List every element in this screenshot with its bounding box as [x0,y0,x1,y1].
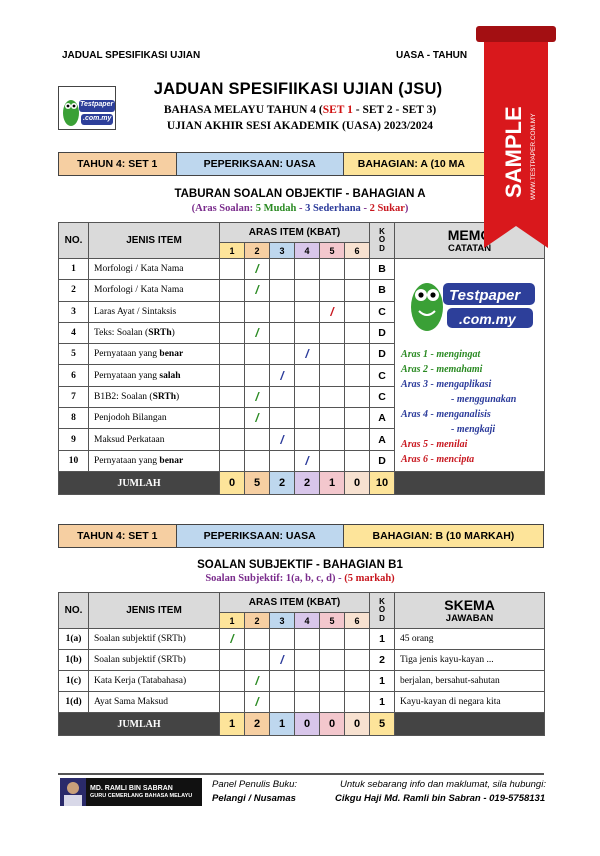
level-cell [320,408,345,429]
total-level: 0 [320,713,345,736]
level-cell [345,259,370,280]
level-cell [320,280,345,301]
row-no: 1 [59,259,89,280]
level-cell [270,344,295,365]
level-cell [270,408,295,429]
table-row [59,629,545,650]
level-cell [270,629,295,650]
ribbon-url-text: WWW.TESTPAPER.COM.MY [530,113,537,200]
info-bar-b [58,524,544,548]
level-cell [295,386,320,407]
row-jenis: Soalan subjektif (SRTh) [89,629,220,650]
memo-line: - mengkaji [451,424,496,435]
footer-divider [58,773,544,775]
level-header: 1 [220,243,245,259]
level-cell [295,692,320,713]
level-cell [320,301,345,322]
memo-line: - menggunakan [451,394,517,405]
section-b-subtitle: Soalan Subjektif: 1(a, b, c, d) - (5 markah) [205,573,395,584]
row-no: 1(c) [59,671,89,692]
memo-logo [401,263,538,343]
level-cell [220,322,245,343]
total-kod: 10 [370,472,395,495]
level-cell [320,429,345,450]
row-jenis: Laras Ayat / Sintaksis [89,301,220,322]
level-header: 5 [320,243,345,259]
level-cell [320,386,345,407]
total-level: 0 [345,713,370,736]
level-header: 4 [295,243,320,259]
ribbon-text [488,48,544,208]
level-cell [320,344,345,365]
level-cell [295,365,320,386]
level-cell [295,429,320,450]
level-cell [270,650,295,671]
level-cell [345,386,370,407]
total-level: 1 [320,472,345,495]
level-cell [270,386,295,407]
total-blank [395,713,545,736]
memo-line: Aras 6 - mencipta [401,454,475,465]
level-cell [345,301,370,322]
ribbon-fold [476,26,556,42]
level-header: 6 [345,613,370,629]
level-header: 6 [345,243,370,259]
level-header: 2 [245,613,270,629]
section-a-title: TABURAN SOALAN OBJEKTIF - BAHAGIAN A [174,188,426,200]
check-mark-icon: / [255,695,259,709]
level-cell [245,408,270,429]
check-mark-icon: / [255,389,259,404]
table-row [59,259,545,280]
logo-text-1: Testpaper [80,101,114,108]
level-cell [345,322,370,343]
row-jenis: Pernyataan yang benar [89,450,220,471]
info-bahagian: BAHAGIAN: A (10 MA [344,153,543,175]
row-jenis: Ayat Sama Maksud [89,692,220,713]
level-header: 1 [220,613,245,629]
col-no-b: NO. [59,593,89,629]
row-no: 6 [59,365,89,386]
col-memo: MEMO CATATAN [395,223,545,259]
level-cell [320,365,345,386]
level-cell [270,429,295,450]
total-level: 0 [295,713,320,736]
level-cell [270,692,295,713]
level-cell [270,450,295,471]
row-kod: 2 [370,650,395,671]
row-no: 4 [59,322,89,343]
check-mark-icon: / [255,674,259,688]
level-cell [295,450,320,471]
memo-line: Aras 5 - menilai [401,439,468,450]
row-kod: C [370,365,395,386]
level-cell [245,280,270,301]
level-cell [220,301,245,322]
level-cell [345,650,370,671]
row-no: 5 [59,344,89,365]
total-level: 2 [295,472,320,495]
contact-value: Cikgu Haji Md. Ramli bin Sabran - 019-5758131 [335,793,546,804]
level-cell [220,429,245,450]
total-row [59,713,545,736]
level-cell [220,259,245,280]
row-jenis: Morfologi / Kata Nama [89,280,220,301]
info-tahun-b: TAHUN 4: SET 1 [59,525,177,547]
row-no: 7 [59,386,89,407]
row-no: 2 [59,280,89,301]
memo-line: Aras 3 - mengaplikasi [401,379,492,390]
level-cell [295,301,320,322]
level-cell [245,322,270,343]
subtitle-2: UJIAN AKHIR SESI AKADEMIK (UASA) 2023/2024 [166,120,434,132]
level-cell [245,671,270,692]
contact-label: Untuk sebarang info dan maklumat, sila hubungi: [340,779,546,790]
section-b-title: SOALAN SUBJEKTIF - BAHAGIAN B1 [197,559,403,571]
level-cell [295,671,320,692]
memo-logo-text-1: Testpaper [449,287,521,304]
row-kod: D [370,344,395,365]
row-kod: C [370,386,395,407]
row-jenis: Pernyataan yang benar [89,344,220,365]
header-left: JADUAL SPESIFIKASI UJIAN [62,50,201,61]
memo-line: Aras 1 - mengingat [401,349,481,360]
level-cell [220,692,245,713]
author-name: MD. RAMLI BIN SABRAN [90,784,173,792]
level-cell [245,692,270,713]
total-row [59,472,545,495]
level-cell [345,450,370,471]
table-section-b [58,592,545,736]
ribbon-sample-text: SAMPLE [501,106,526,198]
header-right: UASA - TAHUN [396,50,468,61]
level-cell [270,365,295,386]
total-level: 2 [245,713,270,736]
level-cell [245,629,270,650]
level-cell [345,429,370,450]
level-cell [345,280,370,301]
page-title: JADUAN SPESIFIIKASI UJIAN (JSU) [153,80,443,98]
level-cell [245,259,270,280]
row-kod: 1 [370,629,395,650]
level-cell [220,629,245,650]
table-row [59,692,545,713]
level-header: 5 [320,613,345,629]
total-level: 0 [345,472,370,495]
level-cell [320,322,345,343]
table-section-a [58,222,545,495]
level-cell [220,650,245,671]
total-level: 5 [245,472,270,495]
level-cell [270,671,295,692]
row-kod: D [370,450,395,471]
author-role: GURU CEMERLANG BAHASA MELAYU [90,792,193,799]
level-header: 4 [295,613,320,629]
row-no: 9 [59,429,89,450]
memo-logo-text-2: .com.my [459,311,516,327]
subtitle-1: BAHASA MELAYU TAHUN 4 (SET 1 - SET 2 - SET 3) [163,104,437,116]
level-cell [220,408,245,429]
level-cell [345,671,370,692]
level-cell [220,386,245,407]
check-mark-icon: / [280,368,284,383]
section-a-subtitle: (Aras Soalan: 5 Mudah - 3 Sederhana - 2 Sukar) [191,203,409,214]
row-jenis: Soalan subjektif (SRTb) [89,650,220,671]
level-cell [245,344,270,365]
level-cell [245,429,270,450]
row-jawapan: Kayu-kayan di negara kita [395,692,545,713]
check-mark-icon: / [330,304,334,319]
author-badge [60,778,202,806]
col-jenis-b: JENIS ITEM [89,593,220,629]
row-jawapan: berjalan, bersahut-sahutan [395,671,545,692]
row-jenis: Teks: Soalan (SRTh) [89,322,220,343]
level-cell [245,650,270,671]
level-cell [270,259,295,280]
level-cell [245,365,270,386]
level-cell [295,344,320,365]
level-cell [320,259,345,280]
level-cell [220,280,245,301]
level-cell [295,280,320,301]
total-blank [395,472,545,495]
row-no: 10 [59,450,89,471]
row-jenis: Kata Kerja (Tatabahasa) [89,671,220,692]
check-mark-icon: / [230,632,234,646]
level-header: 3 [270,243,295,259]
info-tahun: TAHUN 4: SET 1 [59,153,177,175]
total-kod: 5 [370,713,395,736]
level-cell [320,671,345,692]
info-peperiksaan-b: PEPERIKSAAN: UASA [177,525,344,547]
memo-cell [395,259,545,472]
row-no: 3 [59,301,89,322]
level-cell [245,450,270,471]
level-cell [220,450,245,471]
col-kod: KOD [370,223,395,259]
level-cell [270,280,295,301]
total-level: 1 [220,713,245,736]
testpaper-logo [58,86,116,130]
col-aras-b: ARAS ITEM (KBAT) [220,593,370,613]
level-cell [270,322,295,343]
col-no: NO. [59,223,89,259]
info-bar-a [58,152,544,176]
level-cell [345,629,370,650]
level-cell [320,650,345,671]
level-cell [345,344,370,365]
row-no: 1(b) [59,650,89,671]
memo-line: Aras 4 - menganalisis [401,409,491,420]
row-kod: 1 [370,692,395,713]
table-row [59,650,545,671]
table-row [59,671,545,692]
level-cell [295,322,320,343]
row-no: 1(a) [59,629,89,650]
row-jenis: Morfologi / Kata Nama [89,259,220,280]
col-aras: ARAS ITEM (KBAT) [220,223,370,243]
level-cell [295,650,320,671]
level-cell [295,629,320,650]
col-jenis: JENIS ITEM [89,223,220,259]
level-cell [345,408,370,429]
level-cell [245,301,270,322]
row-no: 8 [59,408,89,429]
row-jenis: B1B2: Soalan (SRTh) [89,386,220,407]
row-jawapan: 45 orang [395,629,545,650]
panel-value: Pelangi / Nusamas [212,793,296,804]
level-cell [320,692,345,713]
row-jenis: Pernyataan yang salah [89,365,220,386]
level-cell [345,365,370,386]
level-cell [220,365,245,386]
level-header: 3 [270,613,295,629]
row-kod: C [370,301,395,322]
check-mark-icon: / [305,453,309,468]
level-cell [320,629,345,650]
check-mark-icon: / [305,347,309,362]
check-mark-icon: / [255,262,259,277]
check-mark-icon: / [255,283,259,298]
row-kod: 1 [370,671,395,692]
row-no: 1(d) [59,692,89,713]
level-cell [320,450,345,471]
row-kod: B [370,259,395,280]
level-cell [220,671,245,692]
logo-text-2: .com.my [83,115,112,122]
total-level: 1 [270,713,295,736]
level-cell [295,259,320,280]
row-kod: D [370,322,395,343]
level-cell [270,301,295,322]
row-kod: A [370,408,395,429]
col-kod-b: KOD [370,593,395,629]
info-peperiksaan: PEPERIKSAAN: UASA [177,153,344,175]
level-header: 2 [245,243,270,259]
check-mark-icon: / [280,653,284,667]
level-cell [220,344,245,365]
level-cell [245,386,270,407]
row-kod: A [370,429,395,450]
row-jenis: Penjodoh Bilangan [89,408,220,429]
col-skema: SKEMA JAWABAN [395,593,545,629]
info-bahagian-b: BAHAGIAN: B (10 MARKAH) [344,525,543,547]
level-cell [345,692,370,713]
total-label: JUMLAH [59,713,220,736]
check-mark-icon: / [255,326,259,341]
level-cell [295,408,320,429]
mascot-icon [59,87,116,130]
author-photo-icon [60,778,86,806]
row-jawapan: Tiga jenis kayu-kayan ... [395,650,545,671]
row-jenis: Maksud Perkataan [89,429,220,450]
check-mark-icon: / [280,432,284,447]
check-mark-icon: / [255,411,259,426]
row-kod: B [370,280,395,301]
total-level: 2 [270,472,295,495]
total-level: 0 [220,472,245,495]
total-label: JUMLAH [59,472,220,495]
memo-line: Aras 2 - memahami [401,364,483,375]
panel-label: Panel Penulis Buku: [212,779,298,790]
